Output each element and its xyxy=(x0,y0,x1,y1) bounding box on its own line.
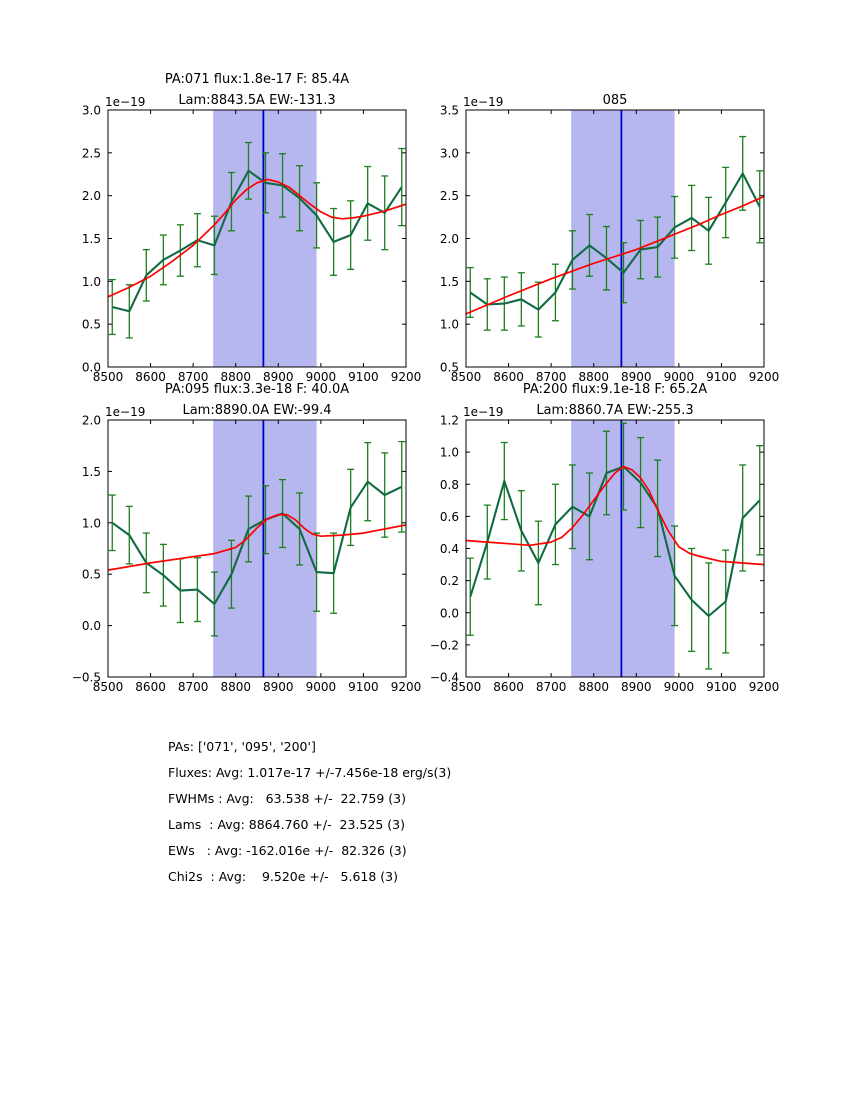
x-tick-label: 8600 xyxy=(493,370,524,384)
x-tick-label: 8700 xyxy=(177,370,209,384)
y-tick-label: 0.6 xyxy=(439,509,459,524)
y-tick-label: 0.0 xyxy=(81,360,101,375)
x-tick-label: 8800 xyxy=(220,370,251,384)
subplot-title: Lam:8843.5A EW:-131.3 xyxy=(178,93,336,108)
subplot-title: PA:071 flux:1.8e-17 F: 85.4A xyxy=(164,72,350,87)
x-tick-label: 9200 xyxy=(390,370,422,384)
y-tick-label: −0.2 xyxy=(429,638,459,653)
x-tick-label: 8500 xyxy=(450,680,482,694)
subplot-title: PA:095 flux:3.3e-18 F: 40.0A xyxy=(164,382,350,397)
x-tick-label: 8500 xyxy=(92,370,124,384)
offset-label: 1e−19 xyxy=(463,405,504,419)
y-tick-label: 0.0 xyxy=(81,619,101,634)
y-tick-label: 2.0 xyxy=(81,413,101,428)
y-tick-label: −0.4 xyxy=(429,670,459,685)
summary-line-fluxes: Fluxes: Avg: 1.017e-17 +/-7.456e-18 erg/s(3) xyxy=(168,765,452,780)
x-tick-label: 9100 xyxy=(348,370,379,384)
x-tick-label: 9000 xyxy=(305,370,337,384)
x-tick-label: 9000 xyxy=(305,680,337,694)
y-tick-label: 0.2 xyxy=(439,574,459,589)
y-tick-label: 1.2 xyxy=(439,413,459,428)
summary-line-fwhms: FWHMs : Avg: 63.538 +/- 22.759 (3) xyxy=(168,791,406,806)
subplot-title: 085 xyxy=(602,93,628,108)
y-tick-label: 2.5 xyxy=(81,146,101,161)
x-tick-label: 8800 xyxy=(578,370,609,384)
y-tick-label: 0.5 xyxy=(81,317,101,332)
y-tick-label: 2.0 xyxy=(439,232,459,246)
x-tick-label: 9100 xyxy=(706,370,737,384)
y-tick-label: 1.0 xyxy=(439,317,459,332)
y-tick-label: 2.5 xyxy=(439,189,459,204)
summary-text xyxy=(168,739,451,895)
summary-line-lams: Lams : Avg: 8864.760 +/- 23.525 (3) xyxy=(168,817,405,832)
x-tick-label: 9100 xyxy=(706,680,737,694)
y-tick-label: 0.5 xyxy=(439,360,459,375)
x-tick-label: 8900 xyxy=(621,680,652,694)
y-tick-label: 1.0 xyxy=(81,274,101,289)
x-tick-label: 8700 xyxy=(535,370,567,384)
subplot-pa071 xyxy=(82,72,421,384)
summary-line-chi2s: Chi2s : Avg: 9.520e +/- 5.618 (3) xyxy=(168,869,399,884)
x-tick-label: 8700 xyxy=(535,680,567,694)
x-tick-label: 8800 xyxy=(578,680,609,694)
subplot-pa200 xyxy=(430,382,779,694)
y-tick-label: 0.0 xyxy=(439,606,459,621)
x-tick-label: 8800 xyxy=(220,680,251,694)
y-tick-label: 3.5 xyxy=(439,103,459,118)
x-tick-label: 8900 xyxy=(621,370,652,384)
x-tick-label: 9200 xyxy=(748,370,780,384)
x-tick-label: 9000 xyxy=(663,370,695,384)
y-tick-label: 2.0 xyxy=(81,189,101,204)
subplot-title: Lam:8890.0A EW:-99.4 xyxy=(182,403,332,418)
summary-line-pas: PAs: ['071', '095', '200'] xyxy=(168,739,316,754)
y-tick-label: 3.0 xyxy=(81,103,101,118)
y-tick-label: 1.5 xyxy=(81,464,101,479)
summary-line-ews: EWs : Avg: -162.016e +/- 82.326 (3) xyxy=(168,843,407,858)
x-tick-label: 9200 xyxy=(390,680,422,694)
x-tick-label: 9100 xyxy=(348,680,379,694)
y-tick-label: 0.5 xyxy=(81,567,101,582)
offset-label: 1e−19 xyxy=(105,95,146,109)
subplot-title: Lam:8860.7A EW:-255.3 xyxy=(536,403,694,418)
subplot-pa095 xyxy=(72,382,421,694)
y-tick-label: 3.0 xyxy=(439,146,459,161)
x-tick-label: 8600 xyxy=(135,370,166,384)
y-tick-label: 1.0 xyxy=(81,516,101,531)
x-tick-label: 8900 xyxy=(263,680,294,694)
x-tick-label: 8500 xyxy=(450,370,482,384)
offset-label: 1e−19 xyxy=(105,405,146,419)
subplot-title: PA:200 flux:9.1e-18 F: 65.2A xyxy=(522,382,708,397)
y-tick-label: 1.0 xyxy=(439,445,459,460)
y-tick-label: 0.8 xyxy=(439,477,459,492)
x-tick-label: 8600 xyxy=(135,680,166,694)
offset-label: 1e−19 xyxy=(463,95,504,109)
subplot-pa085 xyxy=(440,93,779,384)
x-tick-label: 8900 xyxy=(263,370,294,384)
x-tick-label: 8500 xyxy=(92,680,124,694)
highlight-band xyxy=(571,110,674,367)
x-tick-label: 9000 xyxy=(663,680,695,694)
x-tick-label: 8600 xyxy=(493,680,524,694)
x-tick-label: 9200 xyxy=(748,680,780,694)
x-tick-label: 8700 xyxy=(177,680,209,694)
y-tick-label: −0.5 xyxy=(71,670,101,685)
y-tick-label: 1.5 xyxy=(81,232,101,246)
y-tick-label: 1.5 xyxy=(439,274,459,289)
highlight-band xyxy=(213,110,316,367)
y-tick-label: 0.4 xyxy=(439,542,459,556)
